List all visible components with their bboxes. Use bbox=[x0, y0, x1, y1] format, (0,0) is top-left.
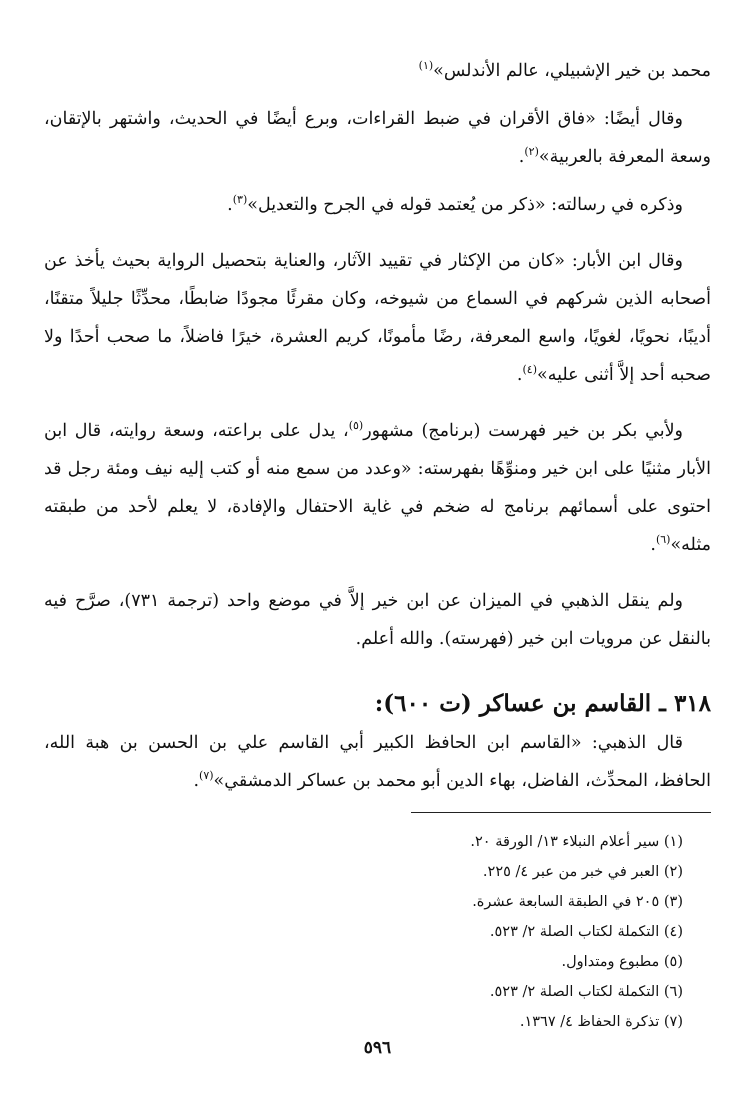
footnote-ref-5[interactable]: (٥) bbox=[348, 419, 364, 433]
paragraph-4: وقال ابن الأبار: «كان من الإكثار في تقييد الآثار، والعناية بتحصيل الرواية بحيث يأخذ عن أصحابه الذين شركهم في السماع من شيوخه، وكان مقرئًا مجودًا ضابطًا، محدِّثًا جليلاً متقنًا، أديبًا، نحويًا، لغويًا، واسع المعرفة، رضًا مأمونًا، كريم العشرة، خيرًا فاضلاً، ما صحب أحدًا ولا صحبه أحد إلاَّ أثنى عليه»$^{(٤)}$. bbox=[44, 251, 711, 385]
footnote-1: (١) سير أعلام النبلاء ١٣/ الورقة ٢٠. bbox=[470, 834, 683, 850]
footnote-ref-7[interactable]: (٧) bbox=[199, 769, 214, 783]
paragraph-5: ولأبي بكر بن خير فهرست (برنامج) مشهور$^{(٥)}$، يدل على براعته، وسعة روايته، قال ابن الأبار مثنيًا على ابن خير ومنوِّهًا بفهرسته: «وعدد من سمع منه أو كتب إليه نيف ومئة رجل قد احتوى على أسمائهم برنامج له ضخم في غاية الاحتفال والإفادة، لا يعلم لأحد من طبقته مثله»$^{(٦)}$. bbox=[44, 419, 711, 555]
footnote-ref-3[interactable]: (٣) bbox=[232, 193, 248, 207]
footnote-2: (٢) العبر في خبر من عبر ٤/ ٢٢٥. bbox=[482, 864, 683, 880]
paragraph-6: ولم ينقل الذهبي في الميزان عن ابن خير إلاَّ في موضع واحد (ترجمة ٧٣١)، صرَّح فيه بالنقل عن مرويات ابن خير (فهرسته). والله أعلم. bbox=[44, 591, 711, 649]
footnote-5: (٥) مطبوع ومتداول. bbox=[561, 954, 683, 970]
footnote-separator bbox=[411, 812, 711, 813]
footnote-ref-2[interactable]: (٢) bbox=[524, 145, 539, 159]
page-number: ٥٩٦ bbox=[363, 1038, 392, 1058]
footnotes-list bbox=[44, 827, 711, 1037]
paragraph-2: وقال أيضًا: «فاق الأقران في ضبط القراءات، وبرع أيضًا في الحديث، واشتهر بالإتقان، وسعة المعرفة بالعربية»$^{(٢)}$. bbox=[44, 109, 711, 167]
footnote-6: (٦) التكملة لكتاب الصلة ٢/ ٥٢٣. bbox=[489, 984, 683, 1000]
paragraph-3: وذكره في رسالته: «ذكر من يُعتمد قوله في الجرح والتعديل»$^{(٣)}$. bbox=[227, 193, 683, 215]
footnote-3: (٣) ٢٠٥ في الطبقة السابعة عشرة. bbox=[472, 894, 683, 910]
paragraph-1: محمد بن خير الإشبيلي، عالم الأندلس»$^{(١)}$ bbox=[418, 59, 711, 81]
entry-heading: ٣١٨ ـ القاسم بن عساكر (ت ٦٠٠): bbox=[374, 690, 711, 717]
footnote-ref-6[interactable]: (٦) bbox=[655, 533, 671, 547]
footnote-ref-4[interactable]: (٤) bbox=[522, 363, 538, 377]
footnote-7: (٧) تذكرة الحفاظ ٤/ ١٣٦٧. bbox=[519, 1014, 683, 1030]
footnote-4: (٤) التكملة لكتاب الصلة ٢/ ٥٢٣. bbox=[489, 924, 683, 940]
paragraph-7: قال الذهبي: «القاسم ابن الحافظ الكبير أبي القاسم علي بن الحسن بن هبة الله، الحافظ، المحدِّث، الفاضل، بهاء الدين أبو محمد بن عساكر الدمشقي»$^{(٧)}$. bbox=[44, 733, 711, 791]
footnote-ref-1[interactable]: (١) bbox=[418, 59, 434, 73]
